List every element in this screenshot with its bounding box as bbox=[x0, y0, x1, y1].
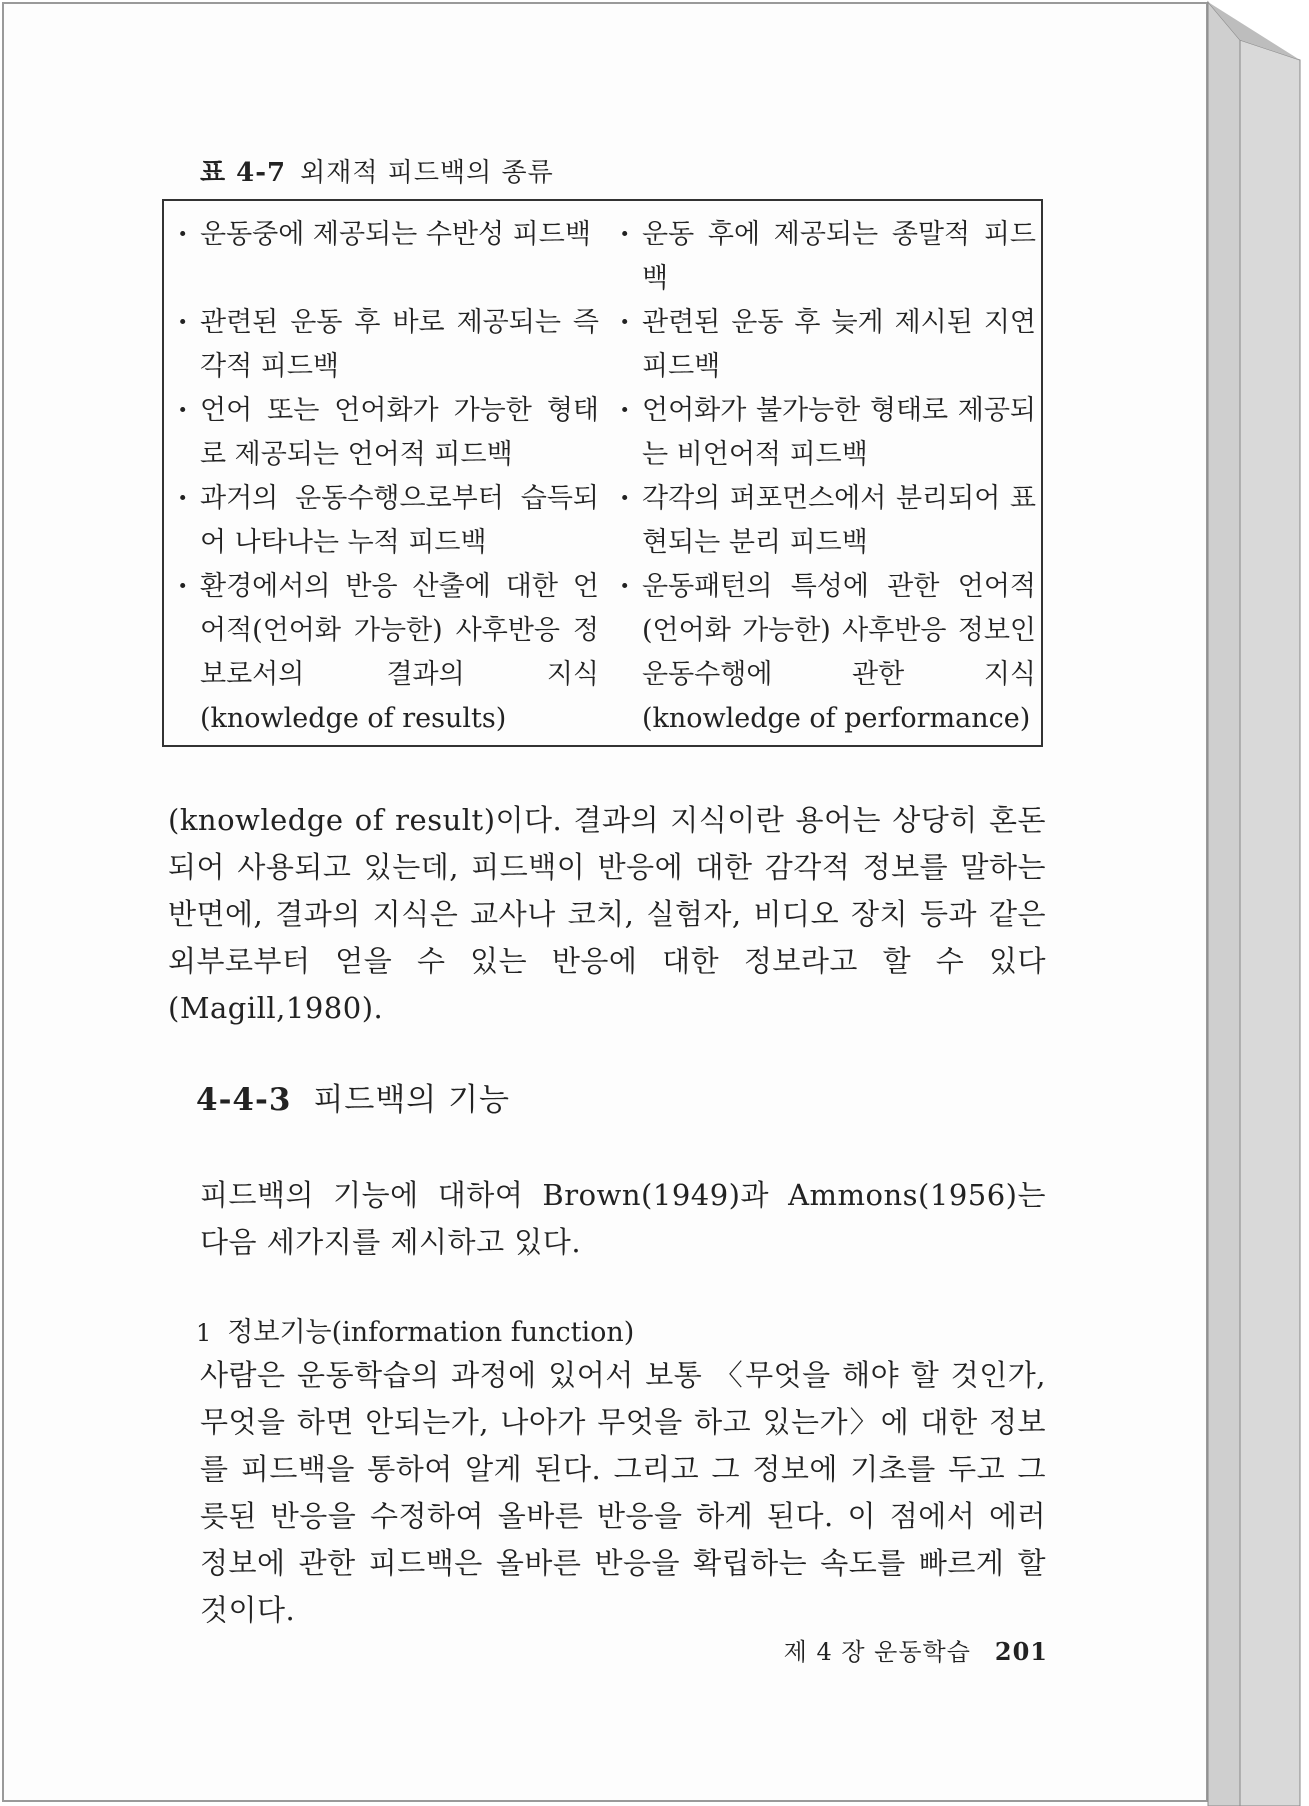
page-footer bbox=[784, 1632, 1048, 1667]
table-number: 표 4-7 bbox=[200, 158, 287, 188]
feedback-types-table bbox=[162, 199, 1043, 747]
table-item: · 과거의 운동수행으로부터 습득되어 나타나는 누적 피드백 bbox=[174, 477, 599, 565]
body-paragraph bbox=[168, 1352, 1046, 1634]
section-heading bbox=[196, 1074, 510, 1119]
body-paragraph: (knowledge of result)이다. 결과의 지식이란 용어는 상당히 혼돈되어 사용되고 있는데, 피드백이 반응에 대한 감각적 정보를 말하는 반면에, 결과의 지식은 교사나 코치, 실험자, 비디오 장치 등과 같은 외부로부터 얻을 수 있는 반응에 대한 정보라고 할 수 있다(Magill,1980). bbox=[168, 803, 1046, 1025]
table-item: · 운동중에 제공되는 수반성 피드백 bbox=[174, 213, 599, 257]
table-item: · 운동패턴의 특성에 관한 언어적(언어화 가능한) 사후반응 정보인 운동수행에 관한 지식(knowledge of performance) bbox=[616, 565, 1036, 741]
table-left-column bbox=[174, 213, 599, 741]
subsection-heading bbox=[196, 1310, 634, 1349]
table-item: · 관련된 운동 후 늦게 제시된 지연 피드백 bbox=[616, 301, 1036, 389]
subsection-number: 1 bbox=[196, 1319, 212, 1347]
page-number: 201 bbox=[994, 1637, 1048, 1666]
table-item: · 각각의 퍼포먼스에서 분리되어 표현되는 분리 피드백 bbox=[616, 477, 1036, 565]
table-right-column bbox=[616, 213, 1036, 741]
table-item: · 운동 후에 제공되는 종말적 피드백 bbox=[616, 213, 1036, 301]
table-item: · 환경에서의 반응 산출에 대한 언어적(언어화 가능한) 사후반응 정보로서의 결과의 지식(knowledge of results) bbox=[174, 565, 599, 741]
paragraph-text: 피드백의 기능에 대하여 Brown(1949)과 Ammons(1956)는 다음 세가지를 제시하고 있다. bbox=[200, 1178, 1046, 1259]
subsection-title: 정보기능(information function) bbox=[227, 1317, 635, 1348]
table-item: · 관련된 운동 후 바로 제공되는 즉각적 피드백 bbox=[174, 301, 599, 389]
paragraph-text: 사람은 운동학습의 과정에 있어서 보통 〈무엇을 해야 할 것인가, 무엇을 하면 안되는가, 나아가 무엇을 하고 있는가〉에 대한 정보를 피드백을 통하여 알게 된다. 그리고 그 정보에 기초를 두고 그릇된 반응을 수정하여 올바른 반응을 하게 된다. 이 점에서 에러 정보에 관한 피드백은 올바른 반응을 확립하는 속도를 빠르게 할 것이다. bbox=[200, 1358, 1046, 1627]
section-title: 피드백의 기능 bbox=[313, 1082, 510, 1118]
table-caption bbox=[200, 152, 554, 189]
chapter-label: 제 4 장 운동학습 bbox=[783, 1638, 971, 1666]
table-item: · 언어 또는 언어화가 가능한 형태로 제공되는 언어적 피드백 bbox=[174, 389, 599, 477]
table-title: 외재적 피드백의 종류 bbox=[300, 158, 554, 188]
section-number: 4-4-3 bbox=[196, 1082, 292, 1118]
body-paragraph bbox=[168, 1172, 1046, 1266]
table-item: · 언어화가 불가능한 형태로 제공되는 비언어적 피드백 bbox=[616, 389, 1036, 477]
